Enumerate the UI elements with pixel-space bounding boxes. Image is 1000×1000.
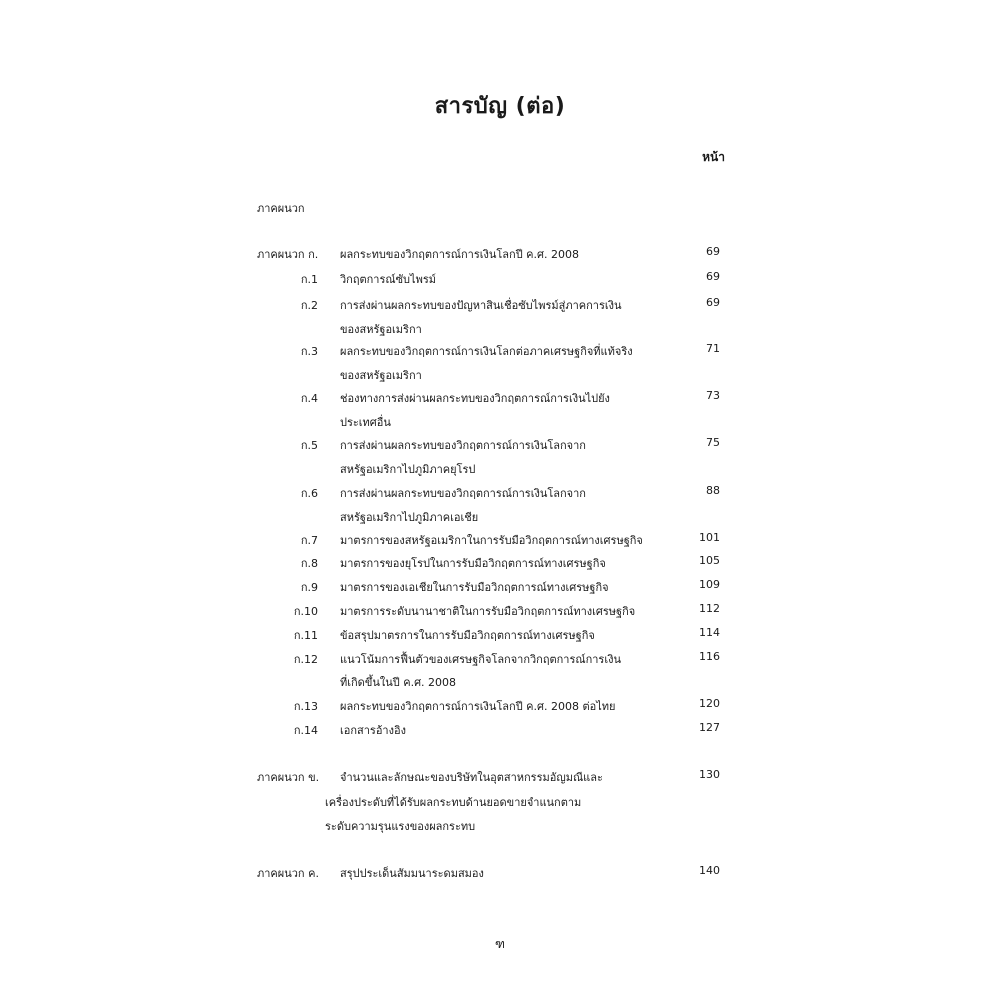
- toc-item-text: ของสหรัฐอเมริกา: [340, 323, 422, 336]
- toc-item-text: สหรัฐอเมริกาไปภูมิภาคยุโรป: [340, 463, 476, 476]
- appendix-c-label: ภาคผนวก ค.: [257, 867, 319, 880]
- toc-item-page: 75: [706, 436, 720, 449]
- toc-item-text: ช่องทางการส่งผ่านผลกระทบของวิกฤตการณ์การเงินไปยัง: [340, 392, 610, 405]
- appendix-c-title: สรุปประเด็นสัมมนาระดมสมอง: [340, 867, 484, 880]
- toc-item-page: 120: [699, 697, 720, 710]
- toc-item-text: วิกฤตการณ์ซับไพรม์: [340, 273, 436, 286]
- appendix-a-label: ภาคผนวก ก.: [257, 248, 319, 261]
- appendix-c-page: 140: [699, 864, 720, 877]
- page-number-footer: ฑ: [495, 937, 505, 951]
- toc-item-text: แนวโน้มการฟื้นตัวของเศรษฐกิจโลกจากวิกฤตการณ์การเงิน: [340, 653, 621, 666]
- toc-item-text: การส่งผ่านผลกระทบของวิกฤตการณ์การเงินโลกจาก: [340, 487, 586, 500]
- toc-item-page: 101: [699, 531, 720, 544]
- appendix-a-title: ผลกระทบของวิกฤตการณ์การเงินโลกปี ค.ศ. 2008: [340, 248, 579, 261]
- page-column-label: หน้า: [702, 150, 725, 164]
- appendix-a-page: 69: [706, 245, 720, 258]
- toc-item-text: ผลกระทบของวิกฤตการณ์การเงินโลกปี ค.ศ. 2008 ต่อไทย: [340, 700, 616, 713]
- toc-item-page: 71: [706, 342, 720, 355]
- appendix-b-text: จำนวนและลักษณะของบริษัทในอุตสาหกรรมอัญมณีและ: [340, 771, 603, 784]
- toc-item-text: มาตรการของสหรัฐอเมริกาในการรับมือวิกฤตการณ์ทางเศรษฐกิจ: [340, 534, 643, 547]
- toc-item-number: ก.6: [300, 487, 318, 500]
- toc-item-page: 69: [706, 296, 720, 309]
- toc-item-page: 88: [706, 484, 720, 497]
- toc-item-text: ของสหรัฐอเมริกา: [340, 369, 422, 382]
- toc-item-text: ประเทศอื่น: [340, 416, 391, 429]
- page-title: สารบัญ (ต่อ): [434, 94, 566, 119]
- toc-item-number: ก.1: [300, 273, 318, 286]
- toc-item-number: ก.2: [300, 299, 318, 312]
- toc-item-text: มาตรการระดับนานาชาติในการรับมือวิกฤตการณ์ทางเศรษฐกิจ: [340, 605, 636, 618]
- toc-item-number: ก.7: [300, 534, 318, 547]
- section-heading: ภาคผนวก: [257, 202, 305, 215]
- appendix-b-text: เครื่องประดับที่ได้รับผลกระทบด้านยอดขายจำแนกตาม: [325, 796, 582, 809]
- toc-item-number: ก.5: [300, 439, 318, 452]
- toc-item-text: มาตรการของยุโรปในการรับมือวิกฤตการณ์ทางเศรษฐกิจ: [340, 557, 606, 570]
- toc-item-page: 105: [699, 554, 720, 567]
- toc-item-text: การส่งผ่านผลกระทบของปัญหาสินเชื่อซับไพรม์สู่ภาคการเงิน: [340, 299, 622, 312]
- toc-item-page: 69: [706, 270, 720, 283]
- toc-item-number: ก.11: [293, 629, 318, 642]
- toc-item-text: ข้อสรุปมาตรการในการรับมือวิกฤตการณ์ทางเศรษฐกิจ: [340, 629, 595, 642]
- toc-item-number: ก.10: [293, 605, 318, 618]
- toc-item-text: มาตรการของเอเชียในการรับมือวิกฤตการณ์ทางเศรษฐกิจ: [340, 581, 609, 594]
- toc-item-number: ก.13: [293, 700, 318, 713]
- toc-item-number: ก.14: [293, 724, 318, 737]
- appendix-b-text: ระดับความรุนแรงของผลกระทบ: [325, 820, 476, 833]
- toc-item-number: ก.8: [300, 557, 318, 570]
- toc-item-number: ก.12: [293, 653, 318, 666]
- toc-item-page: 73: [706, 389, 720, 402]
- toc-item-page: 112: [699, 602, 720, 615]
- appendix-b-label: ภาคผนวก ข.: [257, 771, 320, 784]
- toc-item-text: สหรัฐอเมริกาไปภูมิภาคเอเชีย: [340, 511, 479, 524]
- toc-item-text: ที่เกิดขึ้นในปี ค.ศ. 2008: [340, 676, 457, 689]
- toc-item-page: 127: [699, 721, 720, 734]
- toc-item-text: การส่งผ่านผลกระทบของวิกฤตการณ์การเงินโลกจาก: [340, 439, 586, 452]
- toc-item-page: 114: [699, 626, 720, 639]
- toc-item-text: เอกสารอ้างอิง: [340, 724, 406, 737]
- toc-item-text: ผลกระทบของวิกฤตการณ์การเงินโลกต่อภาคเศรษฐกิจที่แท้จริง: [340, 345, 633, 358]
- toc-item-number: ก.4: [300, 392, 318, 405]
- toc-item-number: ก.3: [300, 345, 318, 358]
- appendix-b-page: 130: [699, 768, 720, 781]
- toc-item-page: 116: [699, 650, 720, 663]
- toc-item-number: ก.9: [300, 581, 318, 594]
- toc-item-page: 109: [699, 578, 720, 591]
